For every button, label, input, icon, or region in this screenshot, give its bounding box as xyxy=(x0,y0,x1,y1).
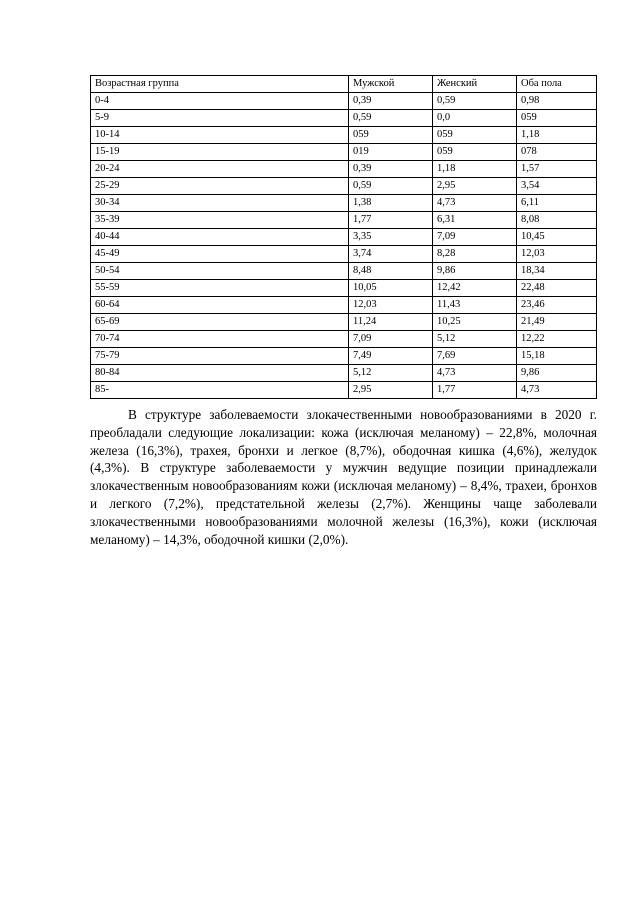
header-male: Мужской xyxy=(349,76,433,93)
cell-both: 15,18 xyxy=(517,348,597,365)
table-row xyxy=(91,314,597,331)
cell-age: 50-54 xyxy=(91,263,349,280)
cell-male: 11,24 xyxy=(349,314,433,331)
cell-male: 059 xyxy=(349,127,433,144)
table-row xyxy=(91,178,597,195)
cell-both: 21,49 xyxy=(517,314,597,331)
cell-male: 0,39 xyxy=(349,161,433,178)
cell-male: 1,77 xyxy=(349,212,433,229)
table-row xyxy=(91,331,597,348)
cell-female: 059 xyxy=(433,127,517,144)
cell-male: 0,59 xyxy=(349,178,433,195)
table-row xyxy=(91,348,597,365)
cell-female: 1,18 xyxy=(433,161,517,178)
cell-age: 25-29 xyxy=(91,178,349,195)
cell-age: 65-69 xyxy=(91,314,349,331)
cell-both: 078 xyxy=(517,144,597,161)
cell-female: 7,09 xyxy=(433,229,517,246)
cell-female: 059 xyxy=(433,144,517,161)
cell-both: 12,22 xyxy=(517,331,597,348)
cell-age: 85- xyxy=(91,382,349,399)
cell-female: 4,73 xyxy=(433,195,517,212)
body-paragraph: В структуре заболеваемости злокачественными новообразованиями в 2020 г. преобладали следующие локализации: кожа (исключая меланому) – 22,8%, молочная железа (16,3%), трахея, бронхи и легкое (8,7%), ободочная кишка (4,6%), желудок (4,3%). В структуре заболеваемости у мужчин ведущие позиции принадлежали злокачественным новообразованиям кожи (исключая меланому) – 8,4%, трахеи, бронхов и легкого (7,2%), предстательной железы (2,7%). Женщины чаще заболевали злокачественными новообразованиями молочной железы (16,3%), кожи (исключая меланому) – 14,3%, ободочной кишки (2,0%). xyxy=(90,407,597,547)
header-age-group: Возрастная группа xyxy=(91,76,349,93)
cell-female: 0,59 xyxy=(433,93,517,110)
cell-male: 7,09 xyxy=(349,331,433,348)
cell-age: 55-59 xyxy=(91,280,349,297)
table-row xyxy=(91,229,597,246)
cell-age: 80-84 xyxy=(91,365,349,382)
cell-female: 0,0 xyxy=(433,110,517,127)
cell-age: 0-4 xyxy=(91,93,349,110)
cell-both: 12,03 xyxy=(517,246,597,263)
cell-female: 11,43 xyxy=(433,297,517,314)
cell-male: 10,05 xyxy=(349,280,433,297)
cell-female: 1,77 xyxy=(433,382,517,399)
cell-male: 7,49 xyxy=(349,348,433,365)
cell-age: 15-19 xyxy=(91,144,349,161)
cell-male: 3,74 xyxy=(349,246,433,263)
table-row xyxy=(91,297,597,314)
cell-age: 35-39 xyxy=(91,212,349,229)
cell-both: 18,34 xyxy=(517,263,597,280)
cell-female: 12,42 xyxy=(433,280,517,297)
cell-female: 8,28 xyxy=(433,246,517,263)
table-row xyxy=(91,161,597,178)
cell-age: 45-49 xyxy=(91,246,349,263)
cell-male: 5,12 xyxy=(349,365,433,382)
cell-both: 059 xyxy=(517,110,597,127)
cell-both: 6,11 xyxy=(517,195,597,212)
cell-age: 70-74 xyxy=(91,331,349,348)
cell-both: 9,86 xyxy=(517,365,597,382)
table-row xyxy=(91,110,597,127)
cell-male: 019 xyxy=(349,144,433,161)
cell-male: 0,39 xyxy=(349,93,433,110)
table-row xyxy=(91,127,597,144)
cell-female: 5,12 xyxy=(433,331,517,348)
cell-age: 75-79 xyxy=(91,348,349,365)
table-row xyxy=(91,263,597,280)
table-row xyxy=(91,195,597,212)
table-row xyxy=(91,246,597,263)
cell-male: 8,48 xyxy=(349,263,433,280)
cell-both: 23,46 xyxy=(517,297,597,314)
incidence-table xyxy=(90,75,597,399)
cell-both: 8,08 xyxy=(517,212,597,229)
cell-female: 6,31 xyxy=(433,212,517,229)
table-row xyxy=(91,93,597,110)
cell-female: 10,25 xyxy=(433,314,517,331)
cell-both: 22,48 xyxy=(517,280,597,297)
cell-age: 40-44 xyxy=(91,229,349,246)
cell-female: 9,86 xyxy=(433,263,517,280)
cell-both: 0,98 xyxy=(517,93,597,110)
cell-age: 20-24 xyxy=(91,161,349,178)
table-row xyxy=(91,144,597,161)
cell-both: 4,73 xyxy=(517,382,597,399)
cell-both: 10,45 xyxy=(517,229,597,246)
table-row xyxy=(91,382,597,399)
table-header-row xyxy=(91,76,597,93)
cell-female: 2,95 xyxy=(433,178,517,195)
cell-age: 60-64 xyxy=(91,297,349,314)
cell-age: 30-34 xyxy=(91,195,349,212)
cell-male: 1,38 xyxy=(349,195,433,212)
cell-male: 3,35 xyxy=(349,229,433,246)
cell-male: 2,95 xyxy=(349,382,433,399)
header-both: Оба пола xyxy=(517,76,597,93)
header-female: Женский xyxy=(433,76,517,93)
table-row xyxy=(91,365,597,382)
cell-age: 10-14 xyxy=(91,127,349,144)
table-row xyxy=(91,280,597,297)
cell-both: 3,54 xyxy=(517,178,597,195)
cell-female: 4,73 xyxy=(433,365,517,382)
cell-male: 12,03 xyxy=(349,297,433,314)
cell-both: 1,57 xyxy=(517,161,597,178)
cell-male: 0,59 xyxy=(349,110,433,127)
cell-both: 1,18 xyxy=(517,127,597,144)
cell-age: 5-9 xyxy=(91,110,349,127)
cell-female: 7,69 xyxy=(433,348,517,365)
table-row xyxy=(91,212,597,229)
